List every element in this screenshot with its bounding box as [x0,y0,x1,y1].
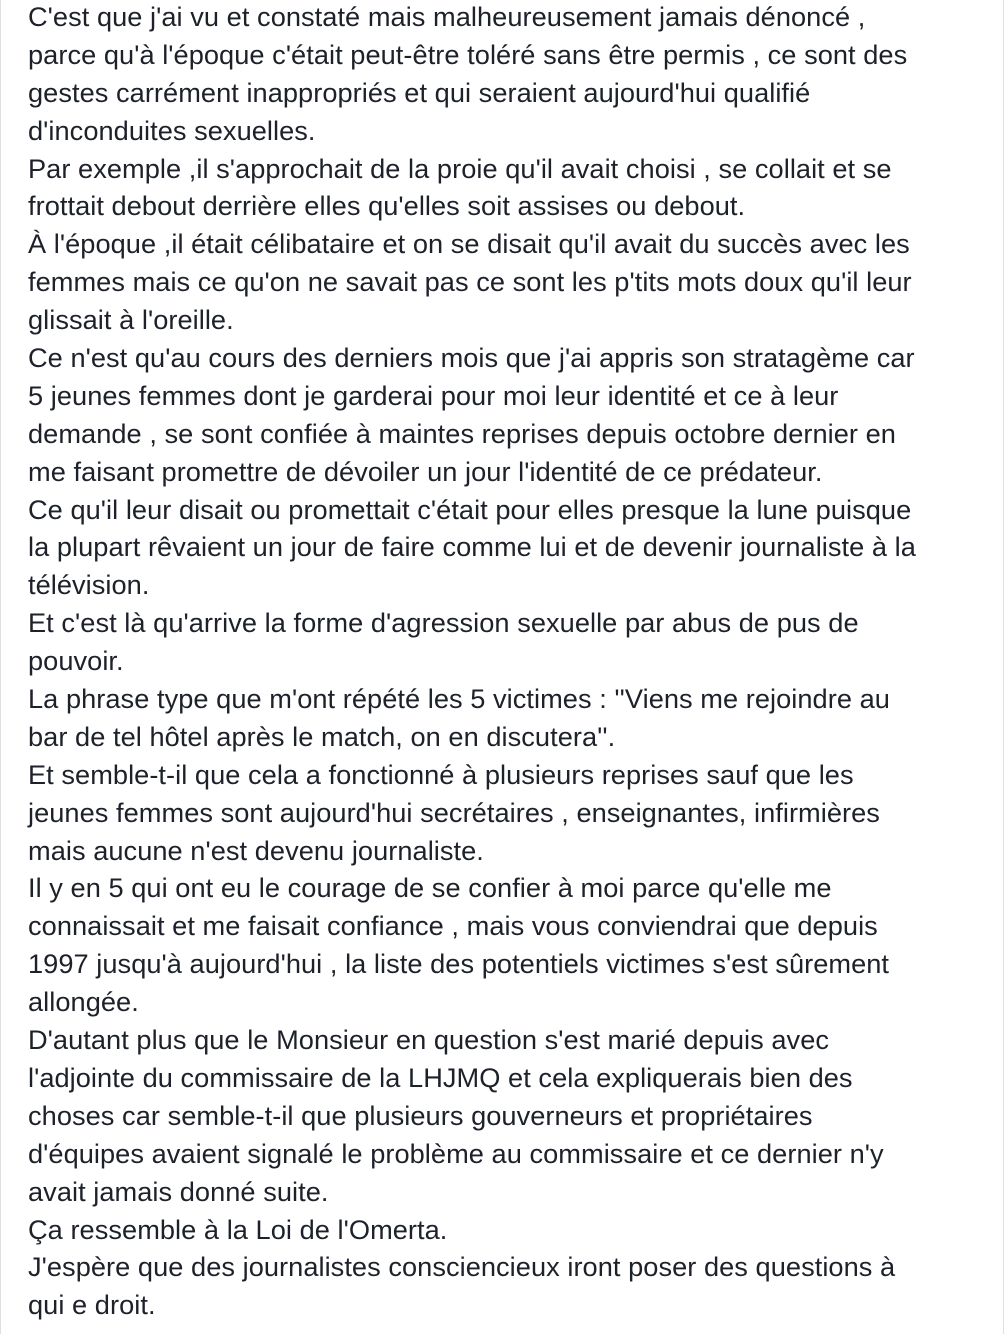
post-text-line: À l'époque ,il était célibataire et on se disait qu'il avait du succès avec les [28,228,910,260]
post-text-line: demande , se sont confiée à maintes reprises depuis octobre dernier en [28,417,896,449]
post-text-line: Et semble-t-il que cela a fonctionné à plusieurs reprises sauf que les [28,758,854,790]
post-text-line: Il y en 5 qui ont eu le courage de se confier à moi parce qu'elle me [28,872,832,904]
post-text-line: bar de tel hôtel après le match, on en discutera''. [28,720,616,752]
post-text-line: glissait à l'oreille. [28,304,234,336]
post-text-line: connaissait et me faisait confiance , mais vous conviendrai que depuis [28,910,878,942]
post-text-line: avait jamais donné suite. [28,1175,329,1207]
post-text-line: mais aucune n'est devenu journaliste. [28,834,484,866]
post-text-line: D'autant plus que le Monsieur en question s'est marié depuis avec [28,1024,830,1056]
post-text-line: me faisant promettre de dévoiler un jour l'identité de ce prédateur. [28,455,823,487]
post-text-line: parce qu'à l'époque c'était peut-être toléré sans être permis , ce sont des [28,38,908,70]
post-text-line: pouvoir. [28,645,124,677]
post-text-line: télévision. [28,569,150,601]
post-text-line: 5 jeunes femmes dont je garderai pour moi leur identité et ce à leur [28,379,839,411]
post-text-line: La phrase type que m'ont répété les 5 victimes : ''Viens me rejoindre au [28,683,890,715]
post-text-line: Ça ressemble à la Loi de l'Omerta. [28,1213,448,1245]
post-text-line: d'équipes avaient signalé le problème au commissaire et ce dernier n'y [28,1137,884,1169]
post-text-line: J'espère que des journalistes consciencieux iront poser des questions à [28,1251,896,1283]
post-text-line: jeunes femmes sont aujourd'hui secrétaires , enseignantes, infirmières [28,796,880,828]
post-text-line: Par exemple ,il s'approchait de la proie qu'il avait choisi , se collait et se [28,152,892,184]
post-text-line: d'inconduites sexuelles. [28,114,316,146]
post-text-line: 1997 jusqu'à aujourd'hui , la liste des potentiels victimes s'est sûrement [28,948,890,980]
post-text-line: Ce n'est qu'au cours des derniers mois que j'ai appris son stratagème car [28,342,915,374]
post-text-line: frottait debout derrière elles qu'elles soit assises ou debout. [28,190,746,222]
post-text-line: l'adjointe du commissaire de la LHJMQ et cela expliquerais bien des [28,1061,853,1093]
post-text-line: Et c'est là qu'arrive la forme d'agression sexuelle par abus de pus de [28,607,859,639]
post-text [28,0,988,1324]
post-text-line: femmes mais ce qu'on ne savait pas ce sont les p'tits mots doux qu'il leur [28,266,912,298]
post-text-line: choses car semble-t-il que plusieurs gouverneurs et propriétaires [28,1099,813,1131]
post-text-line: gestes carrément inappropriés et qui seraient aujourd'hui qualifié [28,76,811,108]
post-text-line: qui e droit. [28,1289,156,1321]
post-text-line: C'est que j'ai vu et constaté mais malheureusement jamais dénoncé , [28,1,866,32]
post-text-line: Ce qu'il leur disait ou promettait c'était pour elles presque la lune puisque [28,493,912,525]
post-text-line: la plupart rêvaient un jour de faire comme lui et de devenir journaliste à la [28,531,916,563]
post-text-line: allongée. [28,986,139,1018]
